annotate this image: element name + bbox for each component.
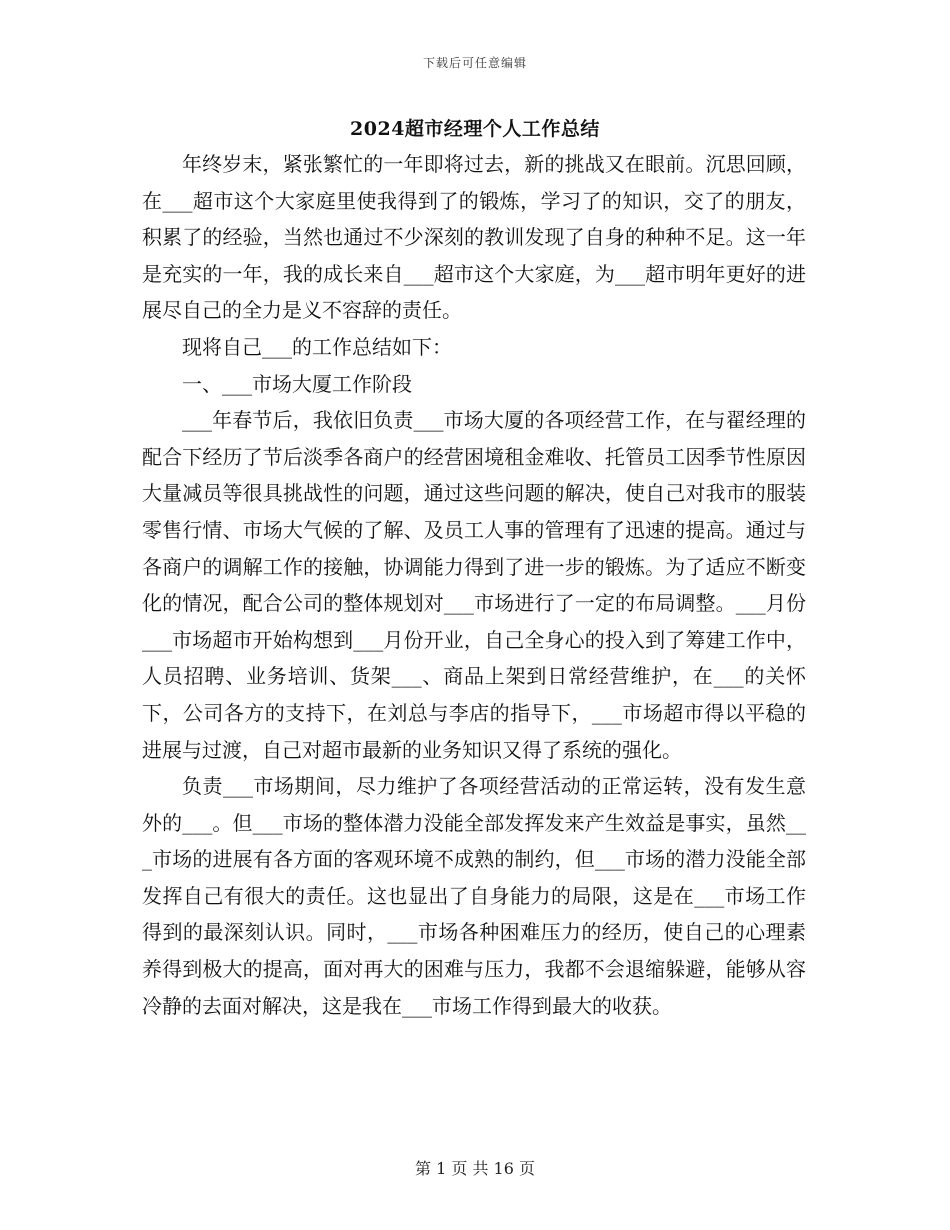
section-heading-1: 一、___市场大厦工作阶段 (182, 371, 412, 396)
document-title: 2024超市经理个人工作总结 (350, 118, 600, 140)
paragraph-market-stage: ___年春节后，我依旧负责___市场大厦的各项经营工作，在与翟经理的配合下经历了节后淡季各商户的经营困境租金难收、托管员工因季节性原因大量减员等很具挑战性的问题，通过这些问题的解决，使自己对我市的服装零售行情、市场大气候的了解、及员工人事的管理有了迅速的提高。通过与各商户的调解工作的接触，协调能力得到了进一步的锻炼。为了适应不断变化的情况，配合公司的整体规划对___市场进行了一定的布局调整。___月份___市场超市开始构想到___月份开业，自己全身心的投入到了筹建工作中，人员招聘、业务培训、货架___、商品上架到日常经营维护，在___的关怀下，公司各方的支持下，在刘总与李店的指导下，___市场超市得以平稳的进展与过渡，自己对超市最新的业务知识又得了系统的强化。 (142, 408, 806, 762)
page-number: 第 1 页 共 16 页 (415, 1159, 535, 1178)
header-note: 下载后可任意编辑 (422, 56, 527, 70)
paragraph-intro: 年终岁末，紧张繁忙的一年即将过去，新的挑战又在眼前。沉思回顾，在___超市这个大家庭里使我得到了的锻炼，学习了的知识，交了的朋友，积累了的经验，当然也通过不少深刻的教训发现了自身的种种不足。这一年是充实的一年，我的成长来自___超市这个大家庭，为___超市明年更好的进展尽自己的全力是义不容辞的责任。 (142, 152, 806, 323)
paragraph-summary-lead: 现将自己___的工作总结如下： (182, 334, 452, 359)
document-body (142, 146, 806, 1024)
paragraph-responsibility: 负责___市场期间，尽力维护了各项经营活动的正常运转，没有发生意外的___。但___市场的整体潜力没能全部发挥发来产生效益是事实，虽然___市场的进展有各方面的客观环境不成熟的制约，但___市场的潜力没能全部发挥自己有很大的责任。这也显出了自身能力的局限，这是在___市场工作得到的最深刻认识。同时，___市场各种困难压力的经历，使自己的心理素养得到极大的提高，面对再大的困难与压力，我都不会退缩躲避，能够从容冷静的去面对解决，这是我在___市场工作得到最大的收获。 (142, 774, 806, 1018)
